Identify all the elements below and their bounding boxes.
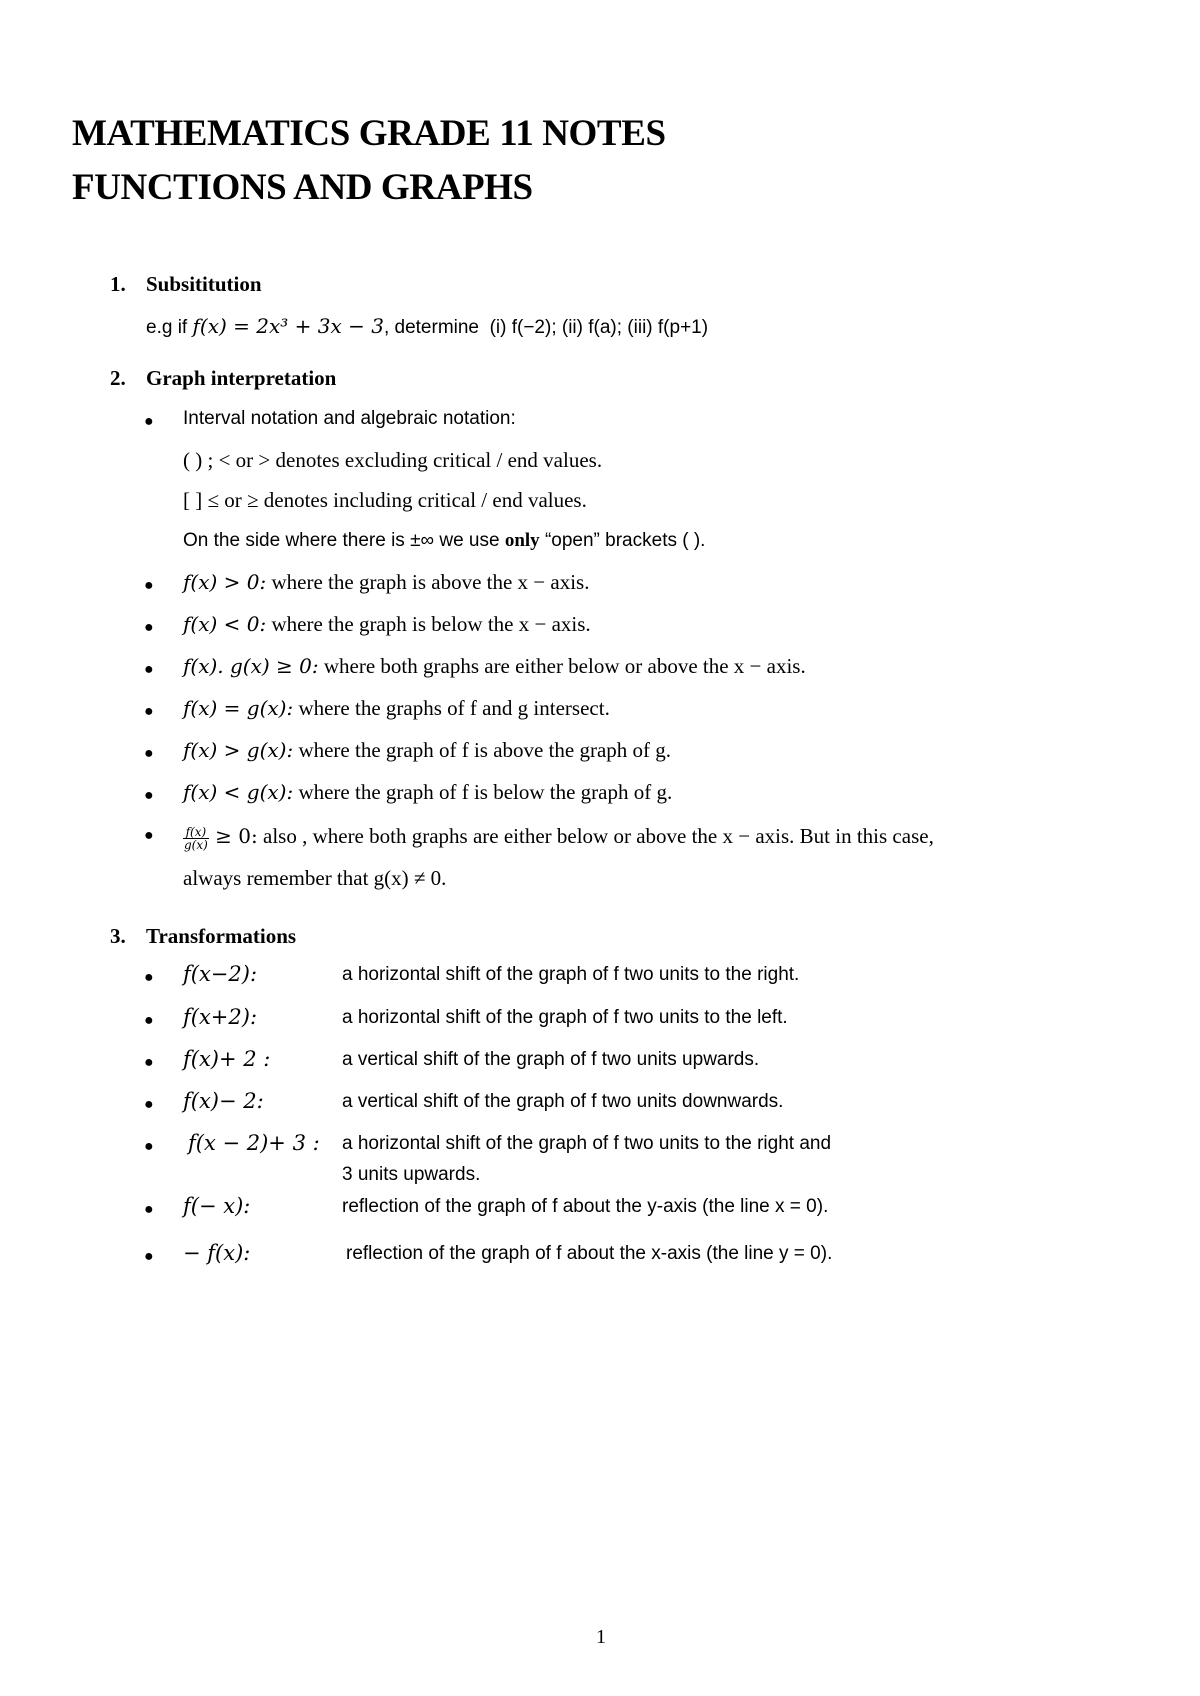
- bullet-icon: ●: [144, 787, 154, 804]
- transform-desc-continued: 3 units upwards.: [342, 1164, 481, 1185]
- bullet-icon: ●: [144, 827, 154, 844]
- bullet-icon: ●: [144, 1096, 154, 1113]
- bullet-icon: ●: [144, 1201, 154, 1218]
- bullet-icon: ●: [144, 745, 154, 762]
- rule-product: f(x). g(x) ≥ 0: where both graphs are either below or above the x − axis.: [183, 654, 806, 678]
- rule-f-above-g: f(x) > g(x): where the graph of f is above the graph of g.: [183, 738, 672, 762]
- transform-desc: a horizontal shift of the graph of f two units to the left.: [342, 1007, 788, 1028]
- section-number: 1.: [110, 272, 126, 296]
- section-2-heading: [110, 366, 336, 391]
- closed-brackets-line: [ ] ≤ or ≥ denotes including critical / end values.: [183, 488, 587, 512]
- bullet-icon: ●: [144, 577, 154, 594]
- section-number: 2.: [110, 366, 126, 390]
- bullet-icon: ●: [144, 1012, 154, 1029]
- transform-expr: f(x−2):: [183, 962, 258, 986]
- bullet-icon: ●: [144, 1248, 154, 1265]
- rule-quotient: $\frac{f(x)}{g(x)}$ ≥ 0: also , where both graphs are either below or above the x − axis. But in this case,: [184, 824, 934, 852]
- quotient-fraction: $\frac{f(x)}{g(x)}$: [184, 824, 208, 852]
- transform-expr: f(− x):: [183, 1194, 251, 1218]
- notation-intro: Interval notation and algebraic notation:: [183, 408, 516, 429]
- rule-below-axis: f(x) < 0: where the graph is below the x − axis.: [183, 612, 591, 636]
- rule-f-below-g: f(x) < g(x): where the graph of f is below the graph of g.: [183, 780, 673, 804]
- determine-parts: (i) f(−2); (ii) f(a); (iii) f(p+1): [489, 317, 709, 338]
- page-number: 1: [596, 1626, 606, 1648]
- open-brackets-line: ( ) ; < or > denotes excluding critical / end values.: [183, 448, 603, 472]
- section-1-heading: [110, 272, 262, 297]
- transform-desc: a vertical shift of the graph of f two units upwards.: [342, 1049, 760, 1070]
- transform-expr: f(x)− 2:: [183, 1089, 264, 1113]
- section-3-heading: [110, 924, 296, 949]
- title-line-1: MATHEMATICS GRADE 11 NOTES: [72, 113, 666, 154]
- bullet-icon: ●: [144, 413, 154, 430]
- transform-expr: f(x)+ 2 :: [183, 1047, 271, 1071]
- bullet-icon: ●: [144, 661, 154, 678]
- section-title: Graph interpretation: [146, 366, 337, 390]
- transform-expr: f(x − 2)+ 3 :: [188, 1131, 320, 1155]
- title-line-2: FUNCTIONS AND GRAPHS: [72, 167, 533, 208]
- rule-intersect: f(x) = g(x): where the graphs of f and g intersect.: [183, 696, 610, 720]
- bullet-icon: ●: [144, 1138, 154, 1155]
- transform-desc: a horizontal shift of the graph of f two units to the right and: [342, 1133, 832, 1154]
- section-title: Subsititution: [146, 272, 262, 296]
- bullet-icon: ●: [144, 619, 154, 636]
- transform-desc: reflection of the graph of f about the x-axis (the line y = 0).: [346, 1243, 833, 1264]
- transform-expr: − f(x):: [183, 1241, 251, 1265]
- transform-desc: a horizontal shift of the graph of f two units to the right.: [342, 964, 800, 985]
- bullet-icon: ●: [144, 703, 154, 720]
- rule-above-axis: f(x) > 0: where the graph is above the x − axis.: [183, 570, 590, 594]
- quotient-note: always remember that g(x) ≠ 0.: [183, 866, 447, 890]
- function-expression: f(x) = 2x³ + 3x − 3: [192, 314, 384, 338]
- bullet-icon: ●: [144, 969, 154, 986]
- section-number: 3.: [110, 924, 126, 948]
- transform-expr: f(x+2):: [183, 1005, 258, 1029]
- bullet-icon: ●: [144, 1054, 154, 1071]
- infinity-note: On the side where there is ±∞ we use only “open” brackets ( ).: [183, 530, 706, 551]
- section-title: Transformations: [146, 924, 297, 948]
- substitution-example: e.g if f(x) = 2x³ + 3x − 3, determine (i) f(−2); (ii) f(a); (iii) f(p+1): [146, 314, 709, 338]
- transform-desc: reflection of the graph of f about the y-axis (the line x = 0).: [342, 1196, 829, 1217]
- transform-desc: a vertical shift of the graph of f two units downwards.: [342, 1091, 784, 1112]
